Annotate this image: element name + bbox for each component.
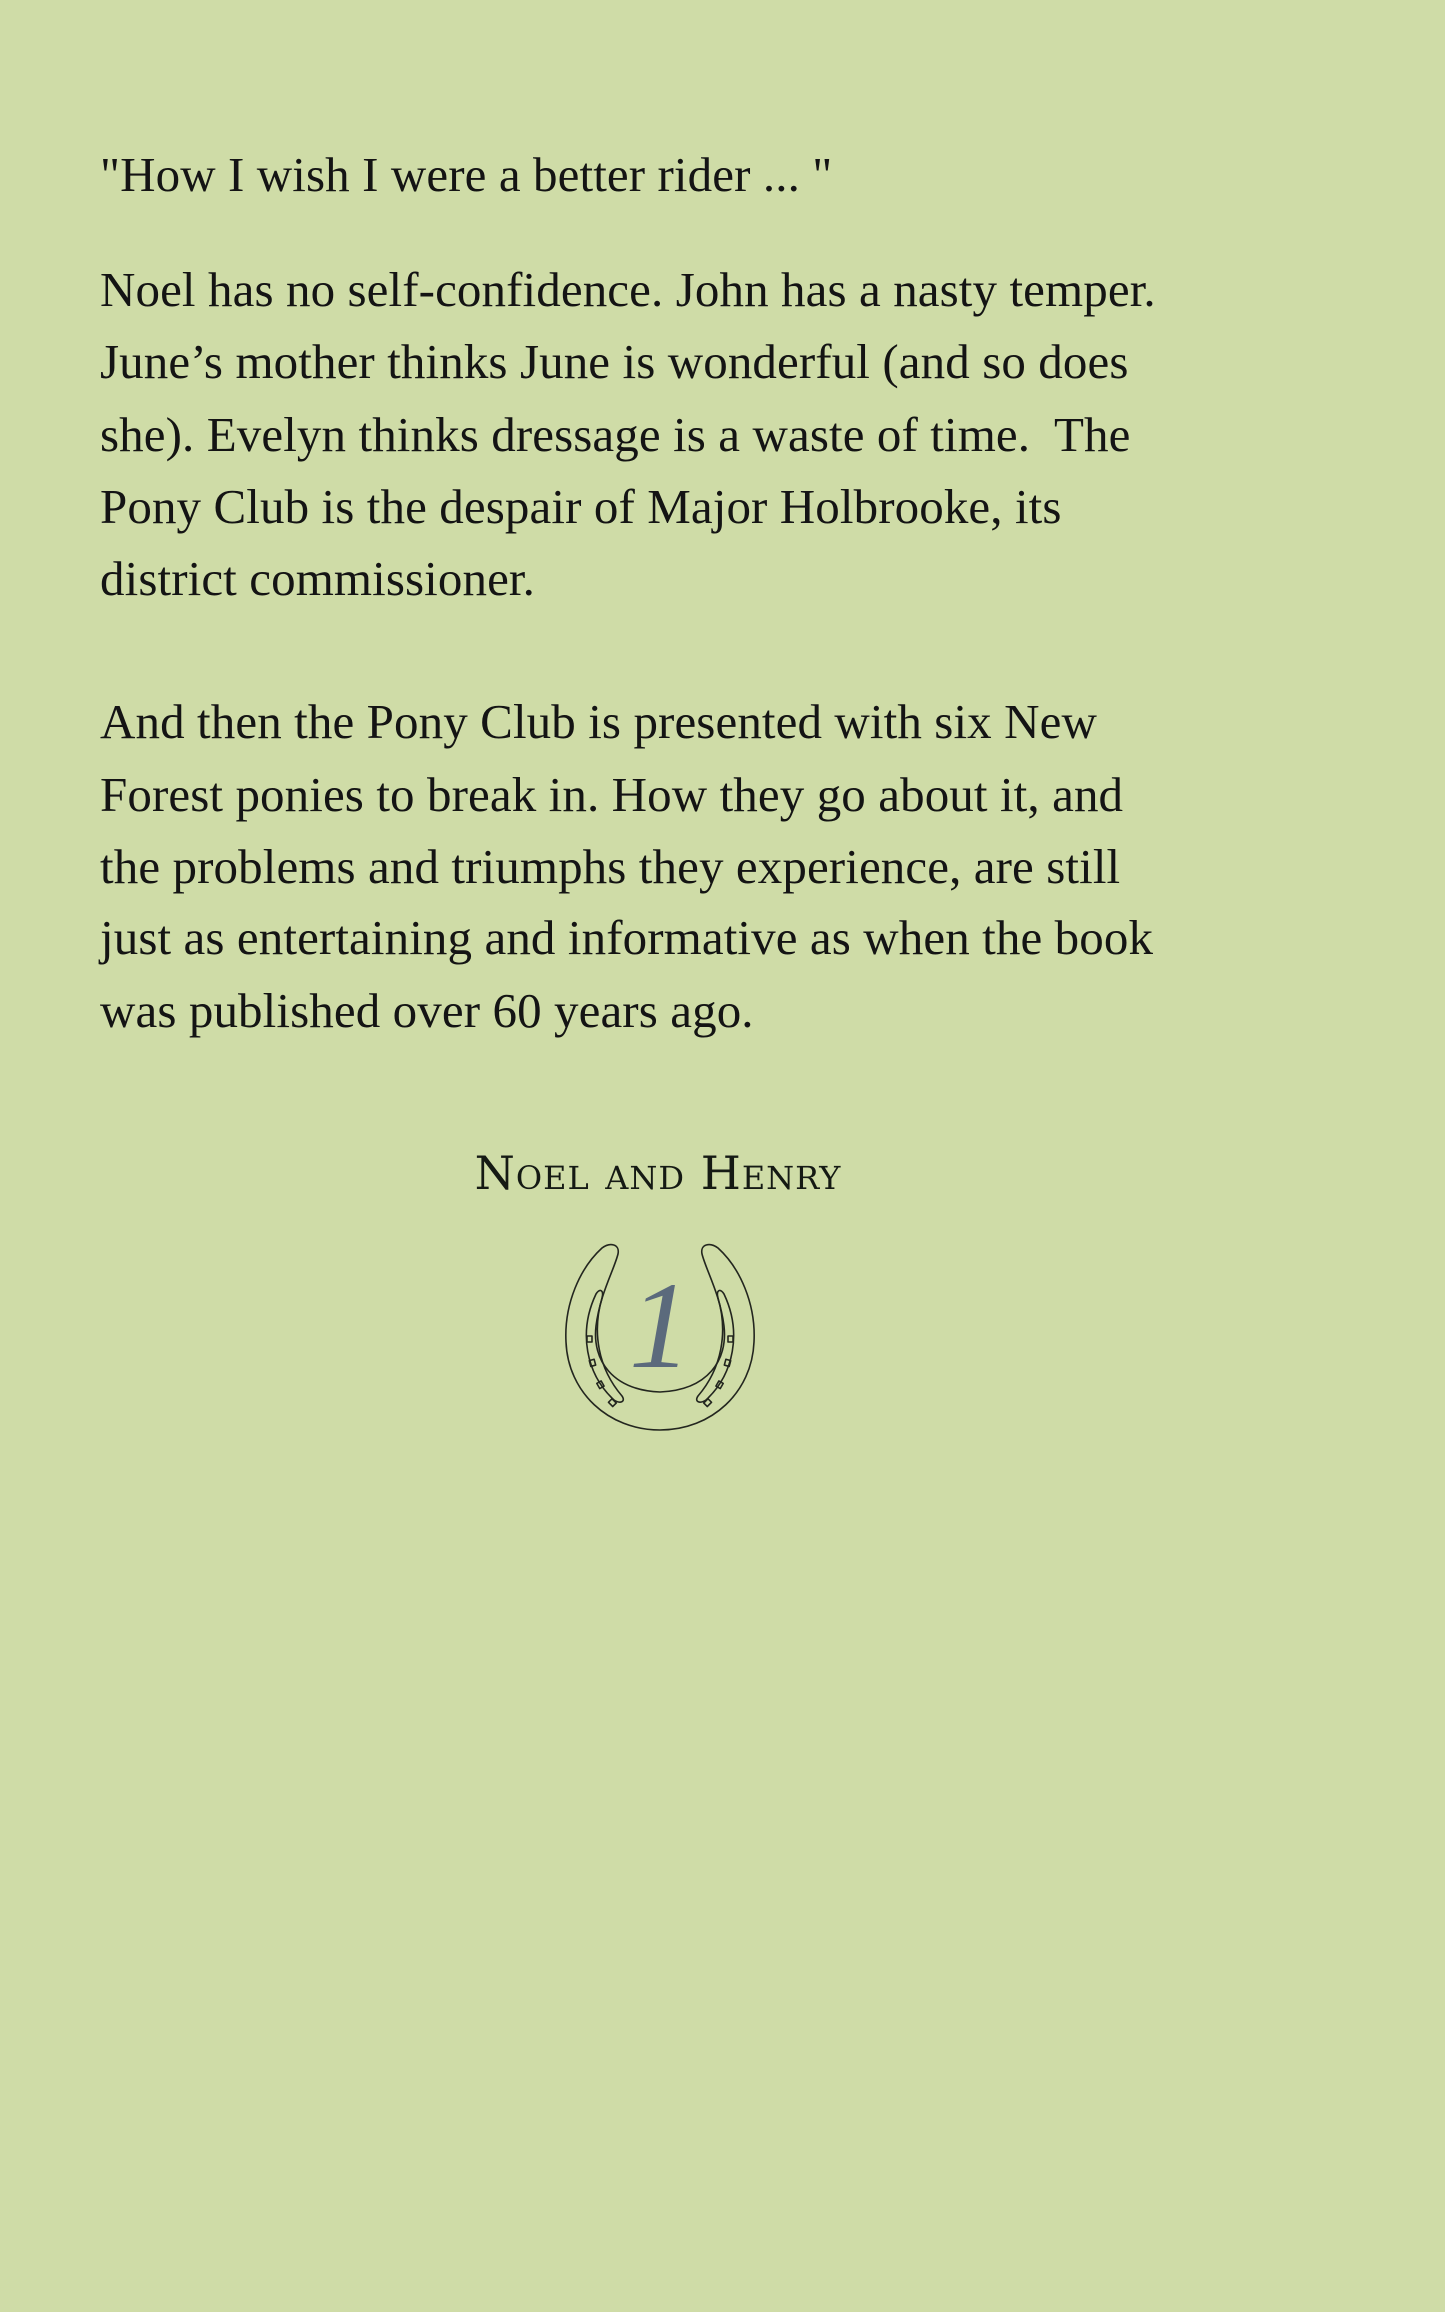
paragraph-line: June’s mother thinks June is wonderful (and so does [100,334,1129,389]
paragraph-line: district commissioner. [100,551,535,606]
paragraph-line: Noel has no self-confidence. John has a nasty temper. [100,262,1156,317]
paragraph-line: she). Evelyn thinks dressage is a waste of time. The [100,407,1131,462]
opening-quote: "How I wish I were a better rider ... " [100,147,833,202]
paragraph-line: Forest ponies to break in. How they go about it, and [100,767,1124,822]
series-title: Noel and Henry [474,1146,842,1200]
paragraph-line: And then the Pony Club is presented with six New [100,694,1097,749]
paragraph-line: Pony Club is the despair of Major Holbrooke, its [100,479,1062,534]
paragraph-line: the problems and triumphs they experience, are still [100,839,1121,894]
paragraph-line: was published over 60 years ago. [100,983,754,1038]
paragraph-line: just as entertaining and informative as when the book [100,910,1154,965]
series-number: 1 [629,1257,691,1394]
series-number-badge [562,1242,758,1436]
